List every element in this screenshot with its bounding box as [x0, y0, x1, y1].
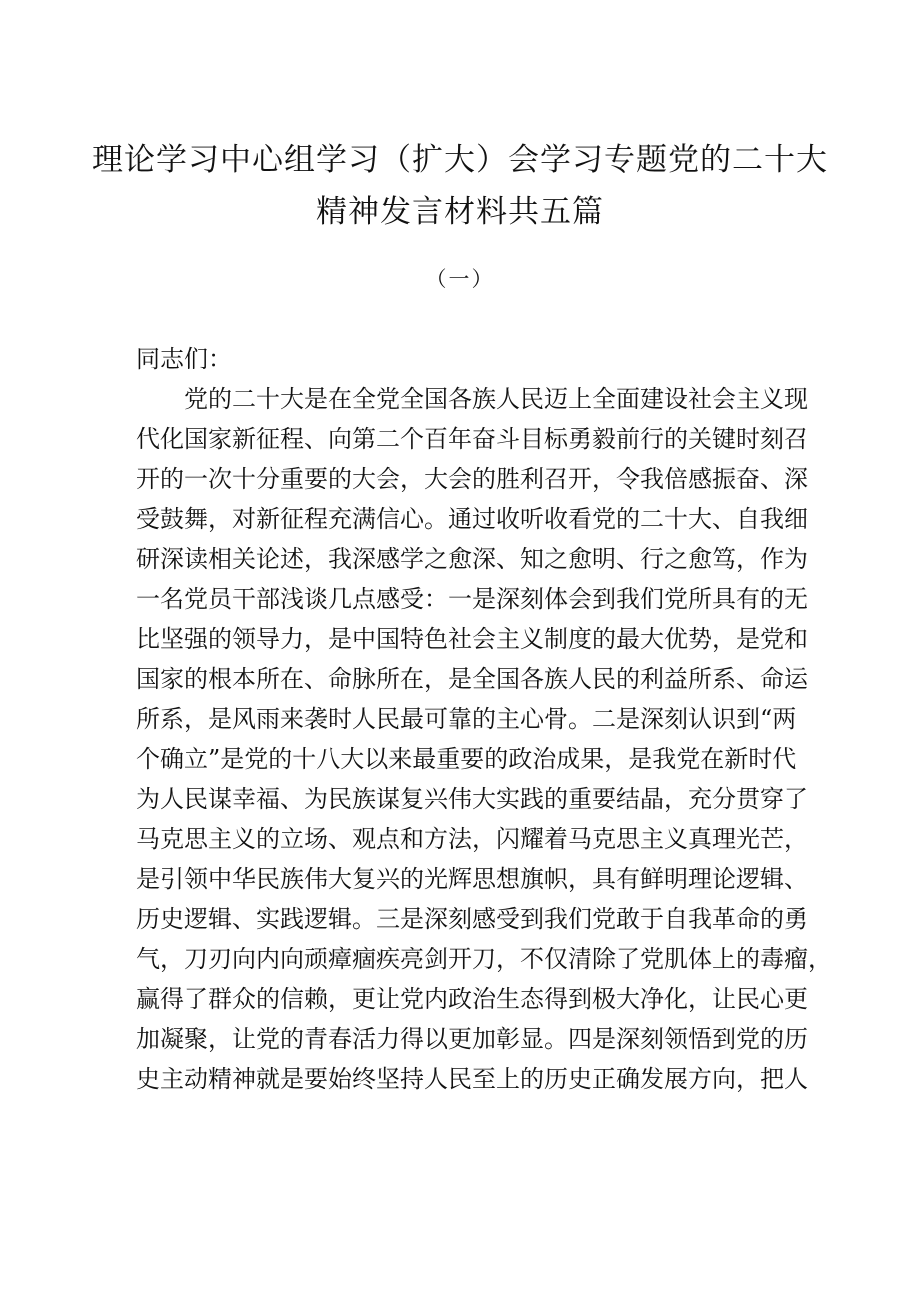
document-title-line-1: 理论学习中心组学习（扩大）会学习专题党的二十大: [92, 142, 828, 178]
paragraph-line: 是引领中华民族伟大复兴的光辉思想旗帜，具有鲜明理论逻辑、: [136, 865, 808, 893]
paragraph-line: 代化国家新征程、向第二个百年奋斗目标勇毅前行的关键时刻召: [136, 425, 808, 453]
paragraph-line: 所系，是风雨来袭时人民最可靠的主心骨。二是深刻认识到“两: [136, 705, 797, 733]
paragraph-line: 一名党员干部浅谈几点感受：一是深刻体会到我们党所具有的无: [136, 585, 808, 613]
section-number: （一）: [425, 267, 495, 291]
paragraph-line: 马克思主义的立场、观点和方法，闪耀着马克思主义真理光芒，: [136, 825, 808, 853]
paragraph-line: 比坚强的领导力，是中国特色社会主义制度的最大优势，是党和: [136, 625, 808, 653]
paragraph-line: 党的二十大是在全党全国各族人民迈上全面建设社会主义现: [184, 385, 808, 413]
document-title-line-2: 精神发言材料共五篇: [316, 194, 604, 230]
paragraph-line: 为人民谋幸福、为民族谋复兴伟大实践的重要结晶，充分贯穿了: [136, 785, 808, 813]
paragraph-line: 加凝聚，让党的青春活力得以更加彰显。四是深刻领悟到党的历: [136, 1025, 808, 1053]
paragraph-line: 个确立”是党的十八大以来最重要的政治成果，是我党在新时代: [136, 745, 797, 773]
paragraph-line: 史主动精神就是要始终坚持人民至上的历史正确发展方向，把人: [136, 1065, 808, 1093]
paragraph-line: 研深读相关论述，我深感学之愈深、知之愈明、行之愈笃，作为: [136, 545, 808, 573]
salutation: 同志们：: [136, 345, 232, 373]
paragraph-line: 国家的根本所在、命脉所在，是全国各族人民的利益所系、命运: [136, 665, 808, 693]
paragraph-line: 气，刀刃向内向顽瘴痼疾亮剑开刀，不仅清除了党肌体上的毒瘤，: [136, 945, 832, 973]
paragraph-line: 赢得了群众的信赖，更让党内政治生态得到极大净化，让民心更: [136, 985, 808, 1013]
paragraph-line: 开的一次十分重要的大会，大会的胜利召开，令我倍感振奋、深: [136, 465, 808, 493]
paragraph-line: 历史逻辑、实践逻辑。三是深刻感受到我们党敢于自我革命的勇: [136, 905, 808, 933]
paragraph-line: 受鼓舞，对新征程充满信心。通过收听收看党的二十大、自我细: [136, 505, 808, 533]
